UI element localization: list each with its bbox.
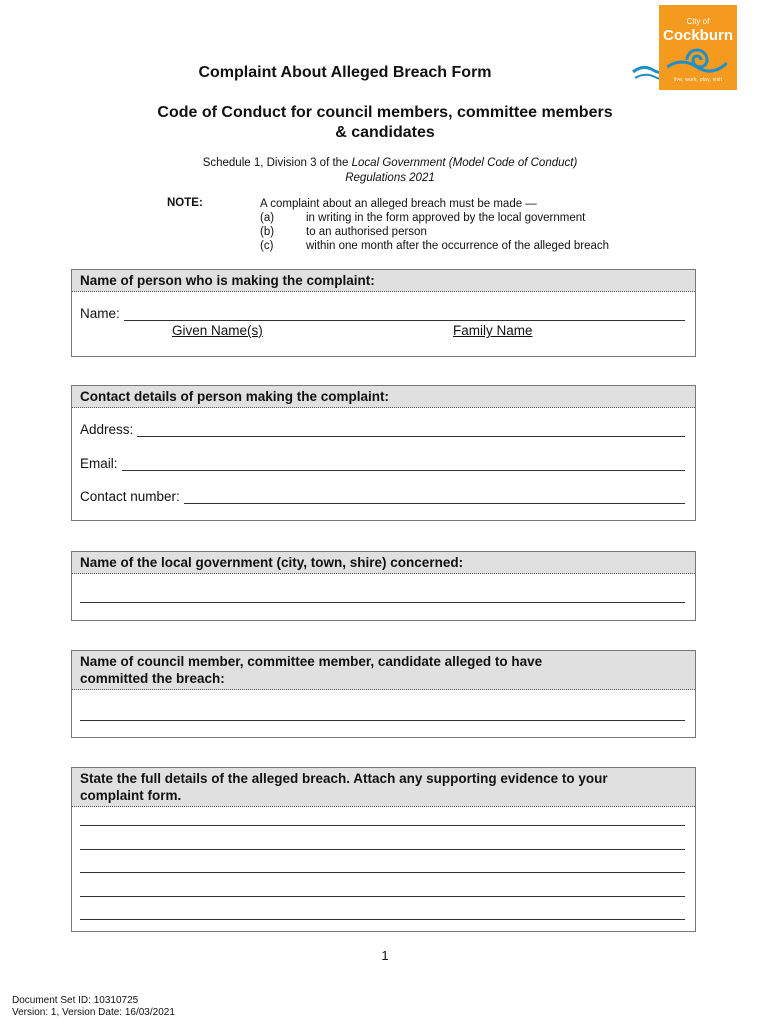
logo-small-text: City of — [686, 17, 710, 26]
member-heading-line2: committed the breach: — [80, 671, 225, 686]
contact-number-line[interactable] — [184, 491, 685, 504]
contact-number-label: Contact number: — [80, 489, 180, 504]
form-subtitle-line2: & candidates — [335, 124, 435, 141]
member-heading — [72, 651, 695, 690]
contact-number-field[interactable] — [80, 489, 685, 504]
schedule-reference — [0, 156, 770, 186]
local-government-heading: Name of the local government (city, town, shire) concerned: — [72, 552, 695, 574]
note-label: NOTE: — [167, 197, 203, 209]
note-item-text: in writing in the form approved by the local government — [306, 212, 586, 224]
footer — [12, 995, 175, 1019]
details-line[interactable] — [80, 849, 685, 850]
complainant-heading: Name of person who is making the complaint: — [72, 270, 695, 292]
member-heading-line1: Name of council member, committee member, candidate alleged to have — [80, 654, 543, 669]
address-line[interactable] — [137, 424, 685, 437]
note-body — [260, 197, 609, 253]
details-heading-line1: State the full details of the alleged breach. Attach any supporting evidence to your — [80, 771, 608, 786]
version-info: Version: 1, Version Date: 16/03/2021 — [12, 1007, 175, 1018]
schedule-line2: Regulations 2021 — [345, 172, 435, 184]
name-field[interactable] — [80, 306, 685, 321]
email-field[interactable] — [80, 456, 685, 471]
form-subtitle-line1: Code of Conduct for council members, committee members — [157, 104, 613, 121]
note-item-letter: (a) — [260, 212, 275, 224]
logo-tagline: live, work, play, visit — [673, 77, 723, 83]
details-line[interactable] — [80, 919, 685, 920]
contact-section — [71, 385, 696, 521]
details-heading-line2: complaint form. — [80, 788, 182, 803]
complainant-section — [71, 269, 696, 357]
schedule-prefix: Schedule 1, Division 3 of the — [202, 157, 352, 169]
given-name-label: Given Name(s) — [172, 323, 263, 338]
local-government-section — [71, 551, 696, 621]
details-line[interactable] — [80, 825, 685, 826]
note-intro: A complaint about an alleged breach must be made — — [260, 198, 537, 210]
note-item — [260, 211, 609, 225]
form-subtitle — [0, 103, 770, 143]
local-government-line[interactable] — [80, 602, 685, 603]
address-label: Address: — [80, 422, 134, 437]
name-label: Name: — [80, 306, 120, 321]
address-field[interactable] — [80, 422, 685, 437]
details-line[interactable] — [80, 896, 685, 897]
details-line[interactable] — [80, 872, 685, 873]
note-item-letter: (b) — [260, 226, 275, 238]
note-item — [260, 225, 609, 239]
name-line[interactable] — [124, 308, 685, 321]
details-heading — [72, 768, 695, 807]
schedule-italic: Local Government (Model Code of Conduct) — [351, 157, 578, 169]
member-line[interactable] — [80, 720, 685, 721]
logo-name: Cockburn — [662, 27, 733, 44]
email-label: Email: — [80, 456, 118, 471]
member-section — [71, 650, 696, 738]
note-item-text: to an authorised person — [306, 226, 427, 238]
email-line[interactable] — [122, 458, 685, 471]
note-item-text: within one month after the occurrence of the alleged breach — [306, 240, 610, 252]
form-title: Complaint About Alleged Breach Form — [198, 64, 492, 81]
details-section — [71, 767, 696, 932]
note-item-letter: (c) — [260, 240, 274, 252]
note-item — [260, 239, 609, 253]
family-name-label: Family Name — [453, 323, 533, 338]
page-number: 1 — [381, 948, 389, 963]
document-set-id: Document Set ID: 10310725 — [12, 995, 139, 1006]
contact-heading: Contact details of person making the complaint: — [72, 386, 695, 408]
